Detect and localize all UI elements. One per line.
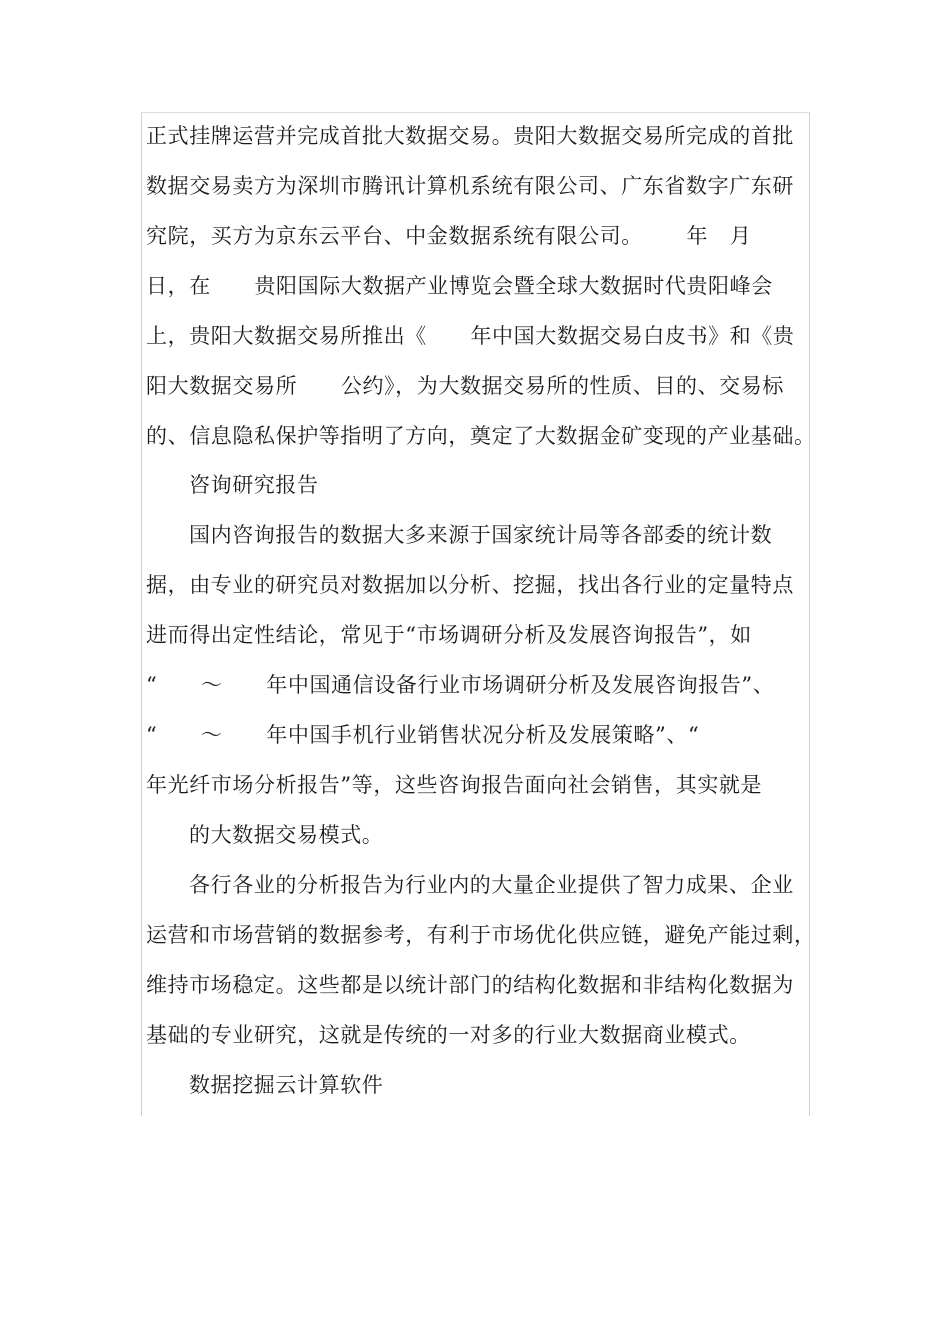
paragraph-line: 数据交易卖方为深圳市腾讯计算机系统有限公司、广东省数字广东研 — [146, 174, 794, 198]
paragraph-line: 维持市场稳定。这些都是以统计部门的结构化数据和非结构化数据为 — [146, 973, 794, 997]
paragraph-line: 的大数据交易模式。 — [189, 823, 384, 847]
paragraph-line: 据，由专业的研究员对数据加以分析、挖掘，找出各行业的定量特点 — [146, 573, 794, 597]
paragraph-line: 阳大数据交易所 公约》，为大数据交易所的性质、目的、交易标 — [146, 374, 784, 398]
paragraph-line: 运营和市场营销的数据参考，有利于市场优化供应链，避免产能过剩， — [146, 923, 816, 947]
paragraph-line: 究院，买方为京东云平台、中金数据系统有限公司。 年 月 — [146, 224, 752, 248]
paragraph-line: 各行各业的分析报告为行业内的大量企业提供了智力成果、企业 — [189, 873, 794, 897]
paragraph-line: 上，贵阳大数据交易所推出《 年中国大数据交易白皮书》和《贵 — [146, 324, 795, 348]
paragraph-line: 国内咨询报告的数据大多来源于国家统计局等各部委的统计数 — [189, 523, 773, 547]
paragraph-line: 日，在 贵阳国际大数据产业博览会暨全球大数据时代贵阳峰会 — [146, 274, 773, 298]
section-heading-data-mining: 数据挖掘云计算软件 — [189, 1073, 384, 1097]
paragraph-line: “ ～ 年中国手机行业销售状况分析及发展策略”、“ — [146, 723, 700, 747]
paragraph-line: “ ～ 年中国通信设备行业市场调研分析及发展咨询报告”、 — [146, 673, 775, 697]
page-frame — [141, 112, 816, 1116]
section-heading-consulting: 咨询研究报告 — [189, 473, 319, 497]
paragraph-line: 的、信息隐私保护等指明了方向，奠定了大数据金矿变现的产业基础。 — [146, 424, 816, 448]
paragraph-line: 年光纤市场分析报告”等，这些咨询报告面向社会销售，其实就是 — [146, 773, 763, 797]
paragraph-line: 正式挂牌运营并完成首批大数据交易。贵阳大数据交易所完成的首批 — [146, 124, 794, 148]
paragraph-line: 基础的专业研究，这就是传统的一对多的行业大数据商业模式。 — [146, 1023, 751, 1047]
paragraph-line: 进而得出定性结论，常见于“市场调研分析及发展咨询报告”，如 — [146, 623, 752, 647]
